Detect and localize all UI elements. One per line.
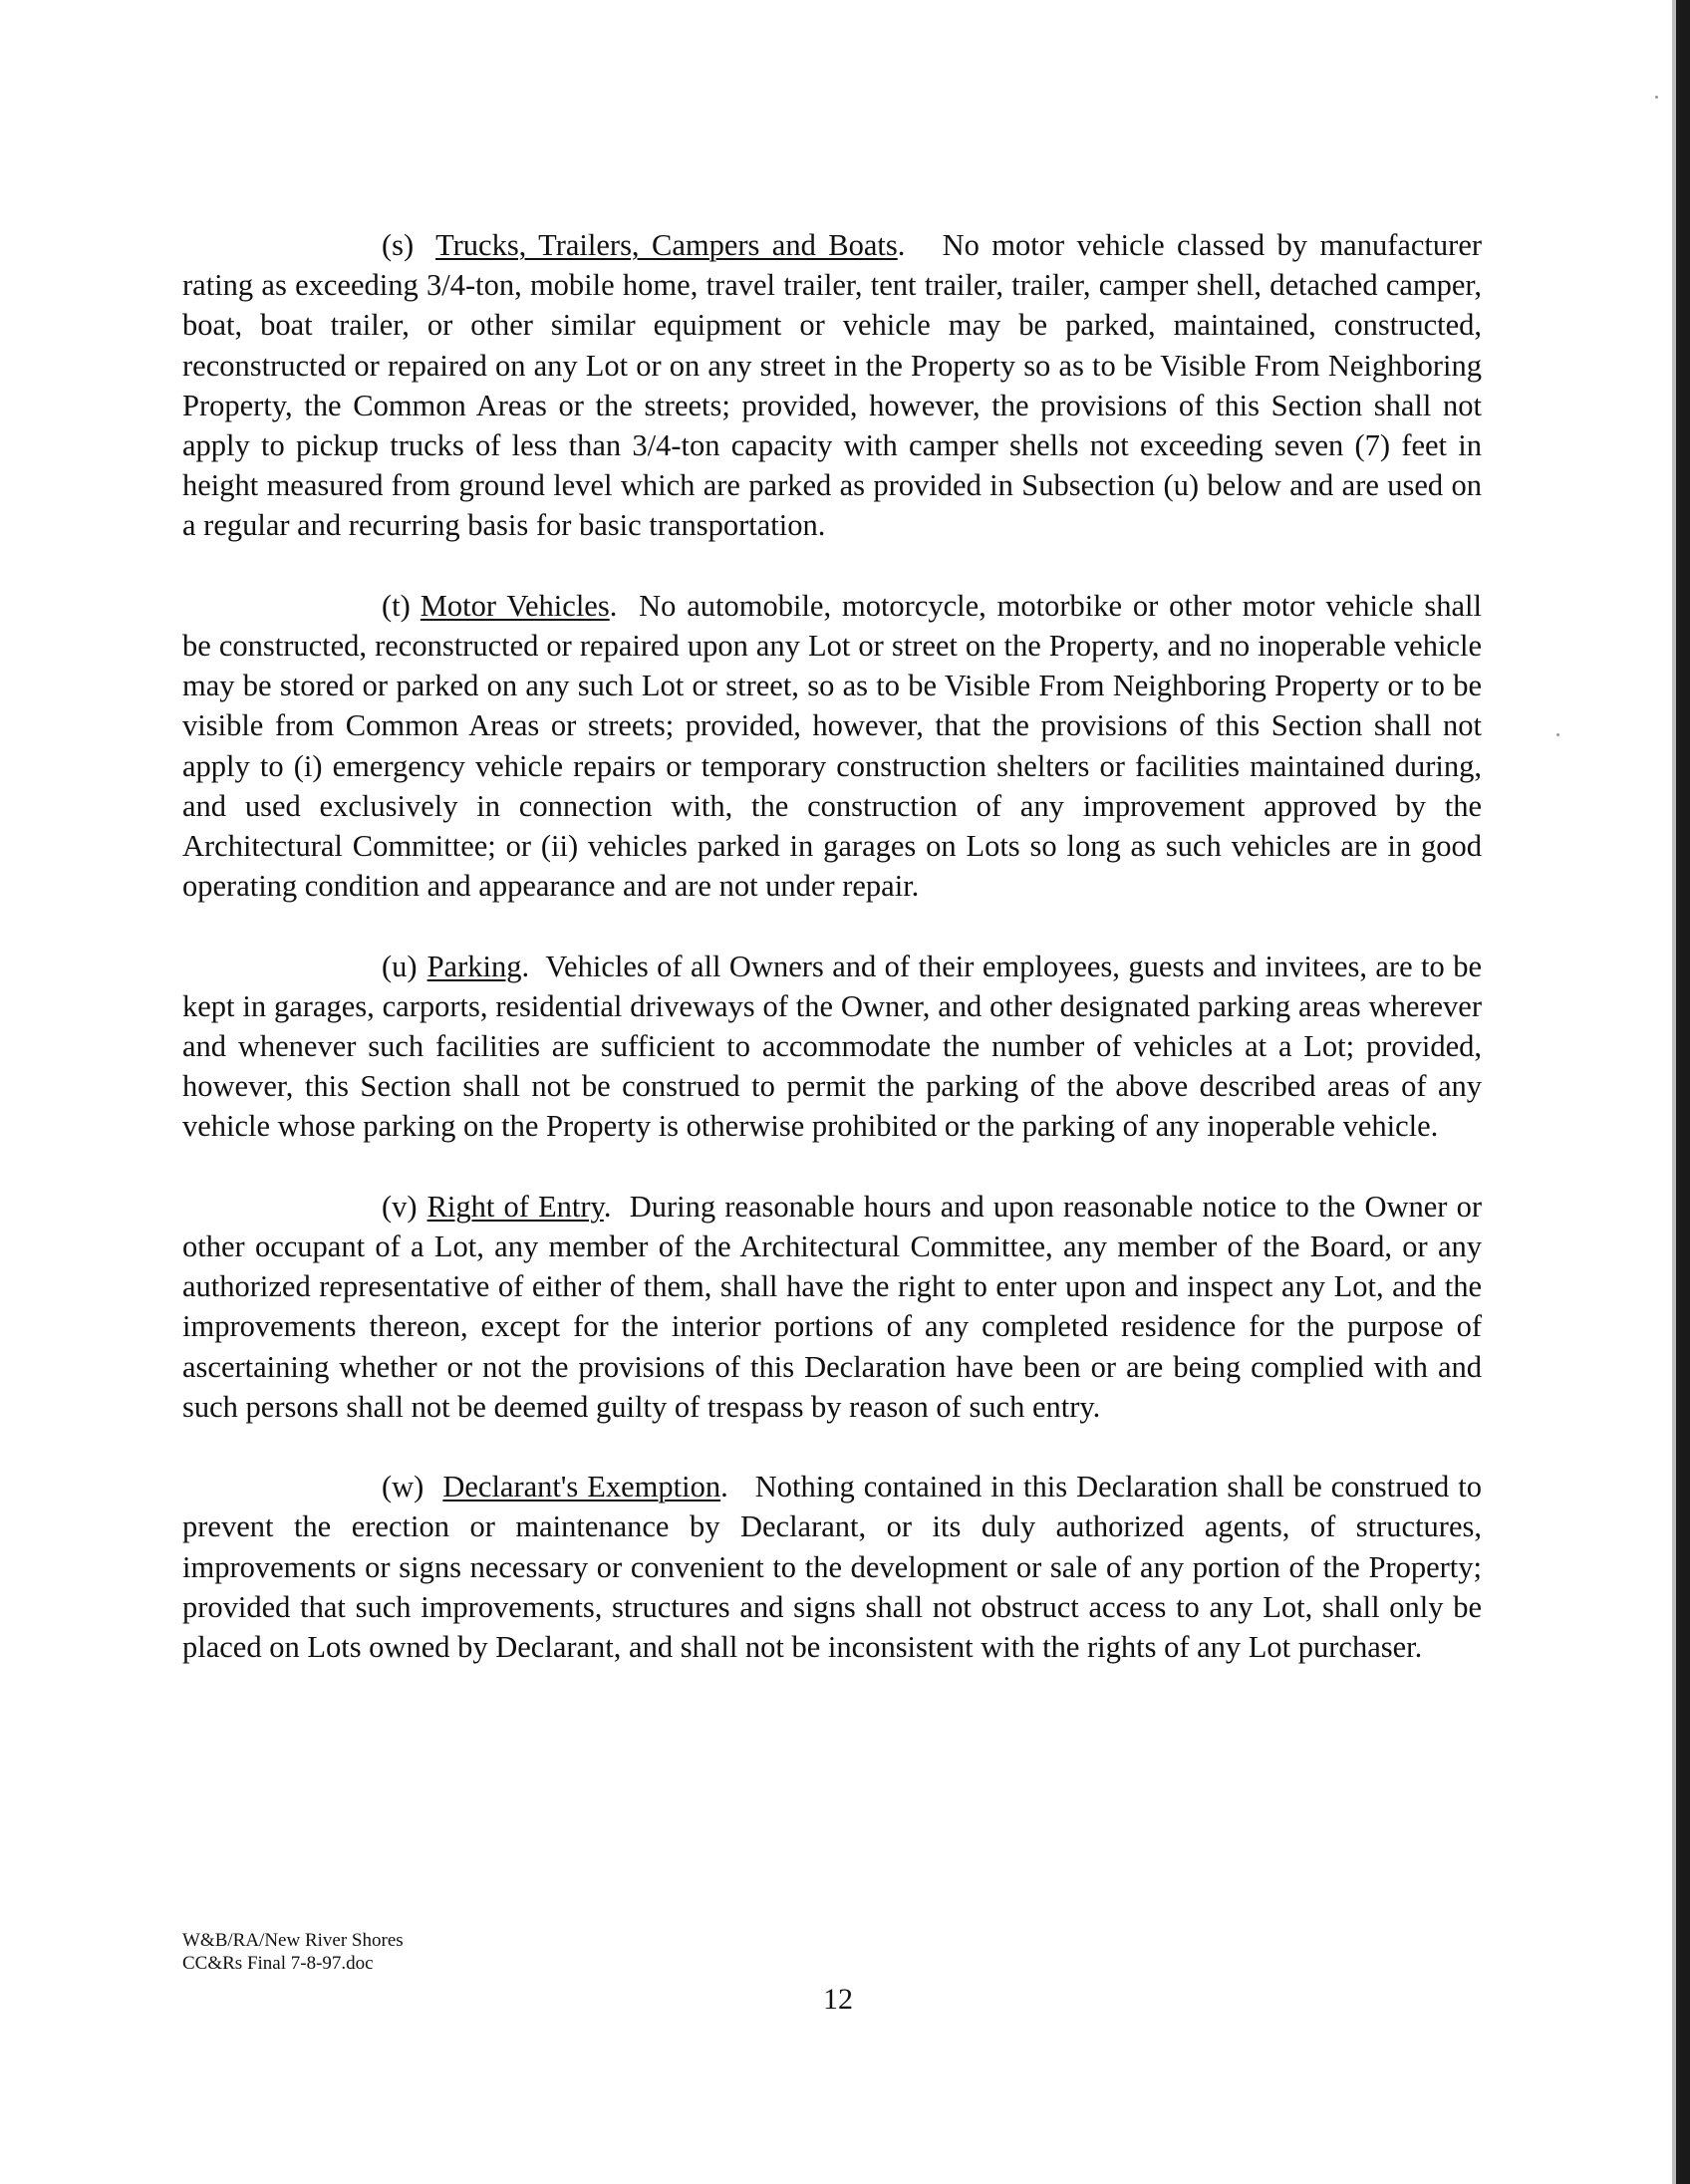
paragraph-text: Nothing contained in this Declaration shall be construed to prevent the erection or maintenance by Declarant, or its duly authorized agents, of structures, improvements or signs necessary or convenient to the development or sale of any portion of the Property; provided that such improvements, structures and signs shall not obstruct access to any Lot, shall only be placed on Lots owned by Declarant, and shall not be inconsistent with the rights of any Lot purchaser. xyxy=(182,1470,1483,1665)
paragraph-v: (v) Right of Entry. During reasonable hours and upon reasonable notice to the Owner or other occupant of a Lot, any member of the Architectural Committee, any member of the Board, or any authorized representative of either of them, shall have the right to enter upon and inspect any Lot, and the improvements thereon, except for the interior portions of any completed residence for the purpose of ascertaining whether or not the provisions of this Declaration have been or are being complied with and such persons shall not be deemed guilty of trespass by reason of such entry. xyxy=(182,1189,1483,1424)
paragraph-label: (w) xyxy=(382,1470,424,1504)
scan-edge xyxy=(1676,0,1690,2184)
footer-file-line-1: W&B/RA/New River Shores xyxy=(182,1930,404,1951)
paragraph-text: Vehicles of all Owners and of their employees, guests and invitees, are to be kept in garages, carports, residential driveways of the Owner, and other designated parking areas wherever and whenever such facilities are sufficient to accommodate the number of vehicles at a Lot; provided, however, this Section shall not be construed to permit the parking of the above described areas of any vehicle whose parking on the Property is otherwise prohibited or the parking of any inoperable vehicle. xyxy=(182,949,1482,1144)
paragraph-w: (w) Declarant's Exemption. Nothing contained in this Declaration shall be construed to prevent the erection or maintenance by Declarant, or its duly authorized agents, of structures, improvements or signs necessary or convenient to the development or sale of any portion of the Property; provided that such improvements, structures and signs shall not obstruct access to any Lot, shall only be placed on Lots owned by Declarant, and shall not be inconsistent with the rights of any Lot purchaser. xyxy=(182,1470,1483,1665)
paragraph-s: (s) Trucks, Trailers, Campers and Boats. No motor vehicle classed by manufacturer rating as exceeding 3/4-ton, mobile home, travel trailer, tent trailer, trailer, camper shell, detached camper, boat, boat trailer, or other similar equipment or vehicle may be parked, maintained, constructed, reconstructed or repaired on any Lot or on any street in the Property so as to be Visible From Neighboring Property, the Common Areas or the streets; provided, however, the provisions of this Section shall not apply to pickup trucks of less than 3/4-ton capacity with camper shells not exceeding seven (7) feet in height measured from ground level which are parked as provided in Subsection (u) below and are used on a regular and recurring basis for basic transportation. xyxy=(182,228,1483,543)
paragraph-heading: Motor Vehicles xyxy=(420,588,610,623)
paragraph-heading: Right of Entry xyxy=(426,1189,604,1224)
paragraph-text: No automobile, motorcycle, motorbike or other motor vehicle shall be constructed, reconstructed or repaired upon any Lot or street on the Property, and no inoperable vehicle may be stored or parked on any such Lot or street, so as to be Visible From Neighboring Property or to be visible from Common Areas or streets; provided, however, that the provisions of this Section shall not apply to (i) emergency vehicle repairs or temporary construction shelters or facilities maintained during, and used exclusively in connection with, the construction of any improvement approved by the Architectural Committee; or (ii) vehicles parked in garages on Lots so long as such vehicles are in good operating condition and appearance and are not under repair. xyxy=(182,588,1483,904)
paragraph-text: During reasonable hours and upon reasonable notice to the Owner or other occupant of a Lot, any member of the Architectural Committee, any member of the Board, or any authorized representative of either of them, shall have the right to enter upon and inspect any Lot, and the improvements thereon, except for the interior portions of any completed residence for the purpose of ascertaining whether or not the provisions of this Declaration have been or are being complied with and such persons shall not be deemed guilty of trespass by reason of such entry. xyxy=(182,1189,1483,1424)
paragraph-u: (u) Parking. Vehicles of all Owners and of their employees, guests and invitees, are to be kept in garages, carports, residential driveways of the Owner, and other designated parking areas wherever and whenever such facilities are sufficient to accommodate the number of vehicles at a Lot; provided, however, this Section shall not be construed to permit the parking of the above described areas of any vehicle whose parking on the Property is otherwise prohibited or the parking of any inoperable vehicle. xyxy=(182,949,1482,1144)
paragraph-text: No motor vehicle classed by manufacturer rating as exceeding 3/4-ton, mobile home, travel trailer, tent trailer, trailer, camper shell, detached camper, boat, boat trailer, or other similar equipment or vehicle may be parked, maintained, constructed, reconstructed or repaired on any Lot or on any street in the Property so as to be Visible From Neighboring Property, the Common Areas or the streets; provided, however, the provisions of this Section shall not apply to pickup trucks of less than 3/4-ton capacity with camper shells not exceeding seven (7) feet in height measured from ground level which are parked as provided in Subsection (u) below and are used on a regular and recurring basis for basic transportation. xyxy=(182,228,1483,543)
paragraph-label: (s) xyxy=(382,228,415,262)
scan-speck xyxy=(1556,733,1559,736)
paragraph-label: (t) xyxy=(382,588,411,623)
paragraph-heading: Declarant's Exemption xyxy=(442,1470,721,1504)
paragraph-label: (v) xyxy=(382,1189,418,1224)
scan-speck xyxy=(1655,96,1658,99)
paragraph-label: (u) xyxy=(382,949,418,983)
paragraph-heading: Parking xyxy=(426,949,522,983)
paragraph-t: (t) Motor Vehicles. No automobile, motorcycle, motorbike or other motor vehicle shall be constructed, reconstructed or repaired upon any Lot or street on the Property, and no inoperable vehicle may be stored or parked on any such Lot or street, so as to be Visible From Neighboring Property or to be visible from Common Areas or streets; provided, however, that the provisions of this Section shall not apply to (i) emergency vehicle repairs or temporary construction shelters or facilities maintained during, and used exclusively in connection with, the construction of any improvement approved by the Architectural Committee; or (ii) vehicles parked in garages on Lots so long as such vehicles are in good operating condition and appearance and are not under repair. xyxy=(182,588,1483,904)
page-number: 12 xyxy=(823,1983,853,2016)
paragraph-heading: Trucks, Trailers, Campers and Boats xyxy=(435,228,898,262)
footer-file-id xyxy=(182,1929,404,1975)
document-body xyxy=(182,225,1482,1707)
footer-file-line-2: CC&Rs Final 7-8-97.doc xyxy=(182,1953,374,1974)
